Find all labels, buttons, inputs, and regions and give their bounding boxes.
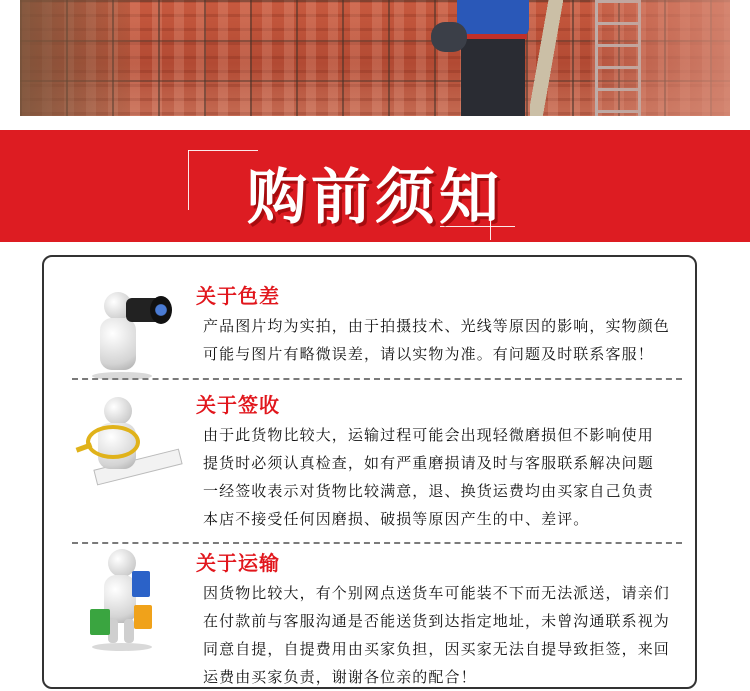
section-heading: 关于运输 <box>196 551 280 575</box>
notice-banner <box>0 130 750 242</box>
brick-wall <box>590 0 730 116</box>
banner-title: 购前须知 <box>247 163 503 233</box>
wall-shade <box>20 0 130 116</box>
worker-figure <box>445 0 537 116</box>
section-shipping <box>44 547 695 687</box>
dashed-divider <box>72 542 682 544</box>
section-color-difference <box>44 280 695 380</box>
header-photo <box>20 0 730 116</box>
notice-card <box>42 255 697 689</box>
section-text: 由于此货物比较大，运输过程可能会出现轻微磨损但不影响使用 提货时必须认真检查，如有严重磨损请及时与客服联系解决问题 一经签收表示对货物比较满意，退、换货运费均由买家自己负责 本店不接受任何因磨损、破损等原因产生的中、差评。 <box>203 426 654 528</box>
section-text: 因货物比较大，有个别网点送货车可能装不下而无法派送，请亲们 在付款前与客服沟通是否能送货到达指定地址，未曾沟通联系视为 同意自提，自提费用由买家负担，因买家无法自提导致拒签，来回 运费由买家负责，谢谢各位亲的配合！ <box>203 584 670 686</box>
section-heading: 关于色差 <box>196 284 280 308</box>
camera-figure-icon <box>74 280 174 380</box>
magnifier-figure-icon <box>74 389 184 499</box>
section-heading: 关于签收 <box>196 393 280 417</box>
dashed-divider <box>72 378 682 380</box>
section-text: 产品图片均为实拍，由于拍摄技术、光线等原因的影响，实物颜色 可能与图片有略微误差，请以实物为准。有问题及时联系客服！ <box>203 317 670 363</box>
section-delivery-receipt <box>44 389 695 539</box>
shopping-figure-icon <box>74 547 174 657</box>
